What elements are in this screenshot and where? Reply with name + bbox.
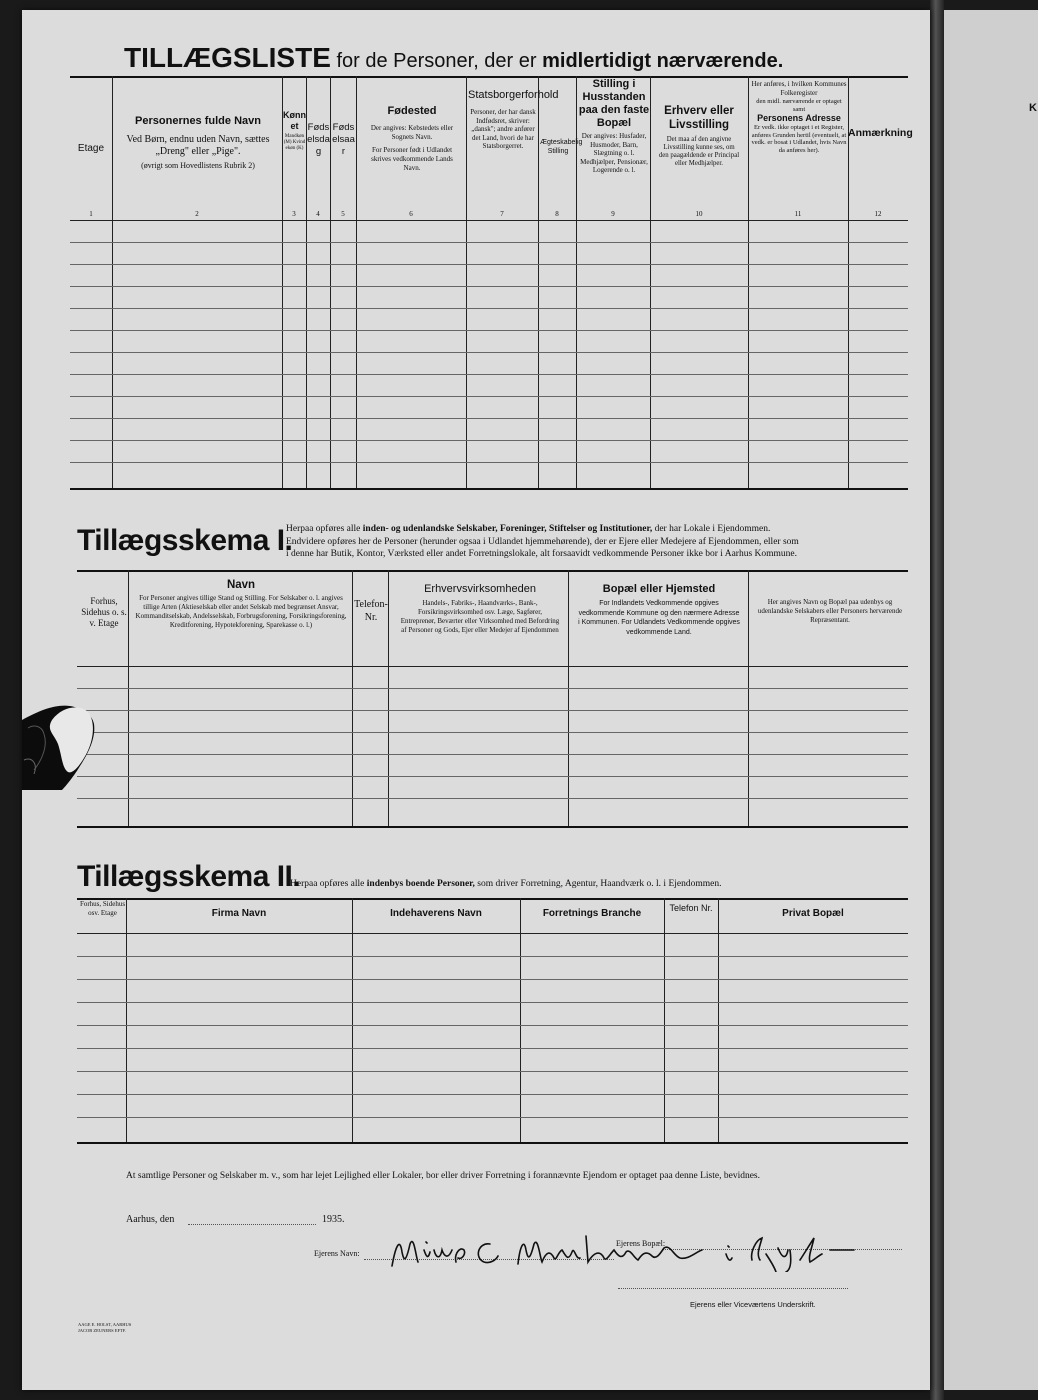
s2-col-floor: Forhus, Sidehus osv. Etage bbox=[79, 900, 126, 917]
main-title-word: TILLÆGSLISTE bbox=[124, 42, 331, 73]
signature-line bbox=[618, 1288, 848, 1289]
declaration-text: At samtlige Personer og Selskaber m. v., som har lejet Lejlighed eller Lokaler, bor eller driver Forretning i forannævnte Ejendom er optaget paa denne Liste, bevidnes. bbox=[126, 1171, 760, 1181]
col-citizenship: Statsborgerforhold Personer, der har dansk Indfødsret, skriver: „dansk"; andre anfører det Land, hvori de har Statsborgerret. bbox=[468, 89, 559, 150]
owner-signature bbox=[390, 1232, 870, 1272]
col-occupation: Erhverv eller Livsstilling Det maa af den angivne Livsstilling kunne ses, om den paagældende er Principal eller Medhjælper. bbox=[658, 105, 740, 167]
signature-caption: Ejerens eller Viceværtens Underskrift. bbox=[690, 1300, 816, 1309]
s1-col-representative: Her angives Navn og Bopæl paa udenbys og udenlandske Selskabers eller Personers herværende Repræsentant. bbox=[757, 598, 903, 624]
schedule-2-description: Herpaa opføres alle indenbys boende Personer, som driver Forretning, Agentur, Haandværk o. l. i Ejendommen. bbox=[290, 879, 722, 889]
col-gender: Kønnet Mandkøn (M) Kvindekøn (K) bbox=[283, 110, 306, 151]
col-remarks: Anmærkning bbox=[848, 127, 913, 139]
date-place: Aarhus, den bbox=[126, 1214, 175, 1225]
main-title-middle: for de Personer, der er bbox=[330, 50, 543, 72]
schedule-1-description: Herpaa opføres alle inden- og udenlandske Selskaber, Foreninger, Stiftelser og Institutioner, der har Lokale i Ejendommen. Endvidere opføres her de Personer (herunder ogsaa i Udlandet hjemmehørende), der er Ejere eller Medejere af Ejendommen, eller som i denne har Butik, Kontor, Værksted eller andet Forretningslokale, alt forsaavidt vedkommende Personer ikke bor i Aarhus Kommune. bbox=[286, 524, 799, 559]
col-household-position: Stilling i Husstanden paa den faste Bopæl Der angives: Husfader, Husmoder, Barn, Slægtning o. l. Medhjælper, Pensionær, Logerende o. l. bbox=[578, 78, 650, 174]
printer-mark: AAGE E. HOLST, AARHUS JACOB ZEUNERS EFTF. bbox=[78, 1322, 132, 1333]
book-gutter bbox=[930, 0, 944, 1400]
adjacent-page-letter: K bbox=[1029, 102, 1037, 114]
date-field[interactable] bbox=[188, 1224, 316, 1225]
s2-col-firm-name: Firma Navn bbox=[211, 908, 267, 919]
adjacent-page bbox=[944, 10, 1038, 1390]
s2-col-private-address: Privat Bopæl bbox=[782, 908, 844, 919]
s2-col-owner-name: Indehaverens Navn bbox=[390, 908, 482, 919]
s1-col-business: Erhvervsvirksomheden Handels-, Fabriks-, Haandværks-, Bank-, Forsikringsvirksomhed osv. Læge, Sagfører, Entreprenør, Beværter eller Virksomhed med Befordring af Personer og Gods, Ejer eller Medejer af Ejendommen bbox=[400, 583, 560, 634]
s1-col-floor: Forhus, Sidehus o. s. v. Etage bbox=[81, 596, 127, 628]
col-birthyear: Fødselsaar bbox=[332, 122, 355, 157]
schedule-2-title: Tillægsskema II. bbox=[77, 860, 301, 893]
main-title-end: midlertidigt nærværende. bbox=[542, 50, 784, 72]
col-birthday: Fødselsdag bbox=[307, 122, 330, 157]
col-full-name: Personernes fulde Navn Ved Børn, endnu uden Navn, sættes „Dreng" eller „Pige". (øvrigt som Hovedlistens Rubrik 2) bbox=[126, 115, 270, 170]
s2-col-phone: Telefon Nr. bbox=[669, 903, 713, 913]
s1-col-residence: Bopæl eller Hjemsted For Indlandets Vedkommende opgives vedkommende Kommune og den nærmere Adresse i Kommunen. For Udlandets Vedkommende opgives vedkommende Land. bbox=[578, 583, 740, 636]
schedule-1-title: Tillægsskema I. bbox=[77, 524, 293, 557]
form-page: TILLÆGSLISTE for de Personer, der er midlertidigt nærværende. Etage Personernes fulde Navn Ved Børn, endnu uden Navn, sættes „Dreng" eller „Pige". (øvrigt som Hovedlistens Rubrik 2) Kønnet Mandkøn (M) Kvindekøn (K) Fødselsdag Fødselsaar Fødested Der angives: Kebstedets eller Sognets Navn. For Personer født i Udlandet skrives vedkommende Lands Navn. Statsborgerforhold Personer, der har dansk Indfødsret, skriver: „dansk"; andre anfører det Land, hvori de har Statsborgerret. Ægteskabelig Stilling Stilling i Husstanden paa den faste Bopæl Der angives: Husfader, Husmoder, Barn, Slægtning o. l. Medhjælper, Pensionær, Logerende o. l. Erhverv eller Livsstilling Det maa af den angivne Livsstilling kunne ses, om den paagældende er Principal eller Medhjælper. Her anføres, i hvilken Kommunes Folkeregister den midl. nærværende er optaget samt Personens Adresse Er vedk. ikke optaget i et Register, anføres Grunden hertil (eventuelt, at vedk. er bosat i Udlandet, hvis Navn da anføres her). Anmærkning 1 2 3 4 5 6 7 8 9 10 11 12 Tillægsskema I. Herpaa opføres alle inden- og udenlandske Selskaber, Foreninger, Stiftelser og Institutioner, der har Lokale i Ejendommen. Endvidere opføres her de Personer (herunder ogsaa i Udlandet hjemmehørende), der er Ejere eller Medejere af Ejendommen, eller som i denne har Butik, Kontor, Værksted eller andet Forretningslokale, alt forsaavidt vedkommende Personer ikke bor i Aarhus Kommune. Forhus, Sidehus o. s. v. Etage Navn For Personer angives tillige Stand og Stilling. For Selskaber o. l. angives tillige Arten (Aktieselskab eller andet Selskab med begrænset Ansvar, Kommanditselskab, Andelsselskab, Forbrugsforening, Forsikringsforening, Kreditforening, Hypotekforening, Sparekasse o. l.) Telefon-Nr. Erhvervsvirksomheden Handels-, Fabriks-, Haandværks-, Bank-, Forsikringsvirksomhed osv. Læge, Sagfører, Entreprenør, Beværter eller Virksomhed med Befordring af Personer og Gods, Ejer eller Medejer af Ejendommen Bopæl eller Hjemsted For Indlandets Vedkommende opgives vedkommende Kommune og den nærmere Adresse i Kommunen. For Udlandets Vedkommende opgives vedkommende Land. Her angives Navn og Bopæl paa udenbys og udenlandske Selskabers eller Personers herværende Repræsentant. Tillægsskema II. Herpaa opføres alle indenbys boende Personer, som driver Forretning, Agentur, Haandværk o. l. i Ejendommen. Forhus, Sidehus osv. Etage Firma Navn Indehaverens Navn Forretnings Branche Telefon Nr. Privat Bopæl At samtlige Personer og Selskaber m. v., som har lejet Lejlighed eller Lokaler, bor eller driver Forretning i forannævnte Ejendom er optaget paa denne Liste, bevidnes. Aarhus, den 1935. Ejerens Navn: Ejerens Bopæl: Ejerens eller Viceværtens Underskrift. AAGE E. HOLST, AARHUS JACOB ZEUNERS EFTF. bbox=[22, 10, 930, 1390]
col-birthplace: Fødested Der angives: Kebstedets eller Sognets Navn. For Personer født i Udlandet skrives vedkommende Lands Navn. bbox=[370, 105, 454, 172]
thumb-photo bbox=[22, 700, 114, 790]
col-marital-status: Ægteskabelig Stilling bbox=[540, 139, 583, 155]
owner-name-label: Ejerens Navn: bbox=[314, 1249, 360, 1258]
s1-col-name: Navn For Personer angives tillige Stand og Stilling. For Selskaber o. l. angives tillige Arten (Aktieselskab eller andet Selskab med begrænset Ansvar, Kommanditselskab, Andelsselskab, Forbrugsforening, Forsikringsforening, Kreditforening, Hypotekforening, Sparekasse o. l.) bbox=[135, 579, 347, 629]
col-population-register: Her anføres, i hvilken Kommunes Folkeregister den midl. nærværende er optaget samt Personens Adresse Er vedk. ikke optaget i et Register, anføres Grunden hertil (eventuelt, at vedk. er bosat i Udlandet, hvis Navn da anføres her). bbox=[751, 80, 847, 154]
col-etage: Etage bbox=[77, 143, 105, 154]
date-year: 1935. bbox=[322, 1214, 345, 1225]
main-title bbox=[124, 42, 904, 74]
s1-col-phone: Telefon-Nr. bbox=[354, 599, 388, 623]
owner-address-label: Ejerens Bopæl: bbox=[616, 1239, 666, 1248]
s2-col-branch: Forretnings Branche bbox=[542, 908, 642, 919]
